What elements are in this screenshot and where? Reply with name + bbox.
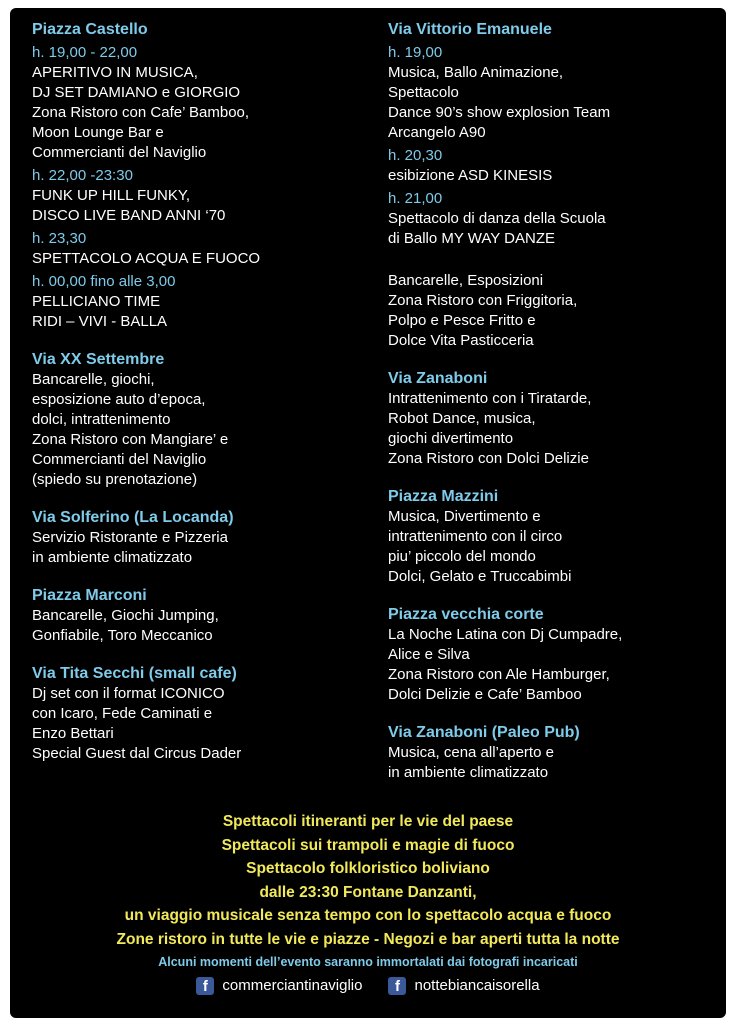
time-slot: h. 19,00 [388, 44, 443, 61]
schedule-line: Bancarelle, giochi, [32, 371, 155, 388]
schedule-line: DJ SET DAMIANO e GIORGIO [32, 84, 241, 101]
time-slot: h. 00,00 fino alle 3,00 [32, 273, 176, 290]
schedule-line: esibizione ASD KINESIS [388, 167, 553, 184]
venue-section [32, 20, 372, 332]
footer-note: Alcuni momenti dell’evento saranno immortalati dai fotografi incaricati [158, 955, 578, 969]
right-column [388, 20, 718, 801]
time-slot: h. 21,00 [388, 190, 443, 207]
schedule-line: Special Guest dal Circus Dader [32, 745, 242, 762]
schedule-line: Zona Ristoro con Dolci Delizie [388, 450, 589, 467]
schedule-line: Dolce Vita Pasticceria [388, 332, 534, 349]
schedule-block [32, 43, 372, 163]
schedule-line: Commercianti del Naviglio [32, 144, 207, 161]
schedule-line: Spettacolo [388, 84, 459, 101]
schedule-block [32, 229, 372, 269]
venue-title: Via Solferino (La Locanda) [32, 509, 234, 526]
schedule-block [32, 528, 372, 568]
schedule-line: Zona Ristoro con Friggitoria, [388, 292, 578, 309]
footer-highlight-line: Spettacoli itineranti per le vie del paese [222, 813, 514, 830]
schedule-line: Zona Ristoro con Cafe’ Bamboo, [32, 104, 250, 121]
schedule-line: Robot Dance, musica, [388, 410, 536, 427]
venue-section [388, 20, 718, 351]
schedule-line: giochi divertimento [388, 430, 514, 447]
venue-title: Via Vittorio Emanuele [388, 21, 552, 38]
schedule-line: Zona Ristoro con Ale Hamburger, [388, 666, 610, 683]
schedule-line: DISCO LIVE BAND ANNI ‘70 [32, 207, 226, 224]
schedule-line: dolci, intrattenimento [32, 411, 171, 428]
schedule-block [388, 43, 718, 143]
venue-section [388, 723, 718, 783]
schedule-line: Dolci Delizie e Cafe’ Bamboo [388, 686, 582, 703]
schedule-line: Intrattenimento con i Tiratarde, [388, 390, 592, 407]
schedule-line: Moon Lounge Bar e [32, 124, 164, 141]
venue-title: Via XX Settembre [32, 351, 165, 368]
time-slot: h. 20,30 [388, 147, 443, 164]
schedule-line: SPETTACOLO ACQUA E FUOCO [32, 250, 261, 267]
social-handle: commerciantinaviglio [222, 977, 363, 994]
schedule-line: Alice e Silva [388, 646, 470, 663]
schedule-line: Bancarelle, Giochi Jumping, [32, 607, 219, 624]
social-link-commerciantinaviglio[interactable] [196, 976, 362, 996]
social-links [10, 976, 726, 996]
venue-section [32, 586, 372, 646]
schedule-block [32, 272, 372, 332]
schedule-line: RIDI – VIVI - BALLA [32, 313, 168, 330]
schedule-line: (spiedo su prenotazione) [32, 471, 198, 488]
schedule-line: Musica, Divertimento e [388, 508, 541, 525]
schedule-block [388, 507, 718, 587]
social-link-nottebiancaisorella[interactable] [388, 976, 539, 996]
schedule-line: Spettacolo di danza della Scuola [388, 210, 606, 227]
time-slot: h. 22,00 -23:30 [32, 167, 133, 184]
schedule-line: La Noche Latina con Dj Cumpadre, [388, 626, 623, 643]
schedule-line: Musica, Ballo Animazione, [388, 64, 564, 81]
schedule-line: Zona Ristoro con Mangiare’ e [32, 431, 229, 448]
venue-title: Piazza Mazzini [388, 488, 499, 505]
schedule-block [388, 625, 718, 705]
schedule-line: esposizione auto d’epoca, [32, 391, 206, 408]
schedule-line: di Ballo MY WAY DANZE [388, 230, 555, 247]
schedule-line: Musica, cena all’aperto e [388, 744, 554, 761]
venue-section [388, 487, 718, 587]
schedule-line: intrattenimento con il circo [388, 528, 563, 545]
footer-highlight-line: dalle 23:30 Fontane Danzanti, [259, 883, 477, 901]
time-slot: h. 23,30 [32, 230, 87, 247]
event-poster [10, 8, 726, 1018]
venue-title: Piazza Castello [32, 21, 148, 38]
schedule-line: in ambiente climatizzato [388, 764, 549, 781]
schedule-line: Bancarelle, Esposizioni [388, 272, 544, 289]
schedule-block [388, 146, 718, 186]
facebook-icon: f [196, 977, 214, 995]
venue-section [32, 508, 372, 568]
footer-highlight-line: un viaggio musicale senza tempo con lo spettacolo acqua e fuoco [124, 907, 612, 924]
schedule-block [388, 189, 718, 249]
footer [10, 810, 726, 996]
footer-highlight-line: Spettacolo folkloristico boliviano [246, 860, 490, 877]
schedule-line: PELLICIANO TIME [32, 293, 161, 310]
schedule-line: FUNK UP HILL FUNKY, [32, 187, 191, 204]
schedule-block [32, 166, 372, 226]
venue-section [388, 369, 718, 469]
venue-section [32, 350, 372, 490]
schedule-block [32, 370, 372, 490]
schedule-line: Dance 90’s show explosion Team [388, 104, 611, 121]
footer-highlight-line: Zone ristoro in tutte le vie e piazze - Negozi e bar aperti tutta la notte [116, 930, 620, 948]
schedule-block [32, 606, 372, 646]
schedule-line: Servizio Ristorante e Pizzeria [32, 529, 228, 546]
schedule-line: Dolci, Gelato e Truccabimbi [388, 568, 572, 585]
schedule-line: Dj set con il format ICONICO [32, 685, 225, 702]
footer-lines [10, 810, 726, 951]
schedule-line [388, 251, 718, 271]
schedule-line: APERITIVO IN MUSICA, [32, 64, 198, 81]
schedule-line: piu’ piccolo del mondo [388, 548, 536, 565]
schedule-block [388, 743, 718, 783]
schedule-line: Enzo Bettari [32, 725, 114, 742]
venue-title: Piazza vecchia corte [388, 606, 544, 623]
venue-section [32, 664, 372, 764]
schedule-block [32, 684, 372, 764]
venue-title: Via Tita Secchi (small cafe) [32, 665, 237, 682]
venue-title: Piazza Marconi [32, 587, 147, 604]
schedule-line: Arcangelo A90 [388, 124, 486, 141]
schedule-block [388, 251, 718, 351]
schedule-line: con Icaro, Fede Caminati e [32, 705, 213, 722]
social-handle: nottebiancaisorella [414, 977, 540, 994]
venue-title: Via Zanaboni (Paleo Pub) [388, 724, 580, 741]
left-column [32, 20, 372, 782]
schedule-line: Commercianti del Naviglio [32, 451, 207, 468]
schedule-line: Polpo e Pesce Fritto e [388, 312, 536, 329]
time-slot: h. 19,00 - 22,00 [32, 44, 138, 61]
schedule-block [388, 389, 718, 469]
schedule-line: in ambiente climatizzato [32, 549, 193, 566]
venue-section [388, 605, 718, 705]
facebook-icon: f [388, 977, 406, 995]
venue-title: Via Zanaboni [388, 370, 488, 387]
schedule-line: Gonfiabile, Toro Meccanico [32, 627, 213, 644]
footer-highlight-line: Spettacoli sui trampoli e magie di fuoco [221, 836, 515, 854]
